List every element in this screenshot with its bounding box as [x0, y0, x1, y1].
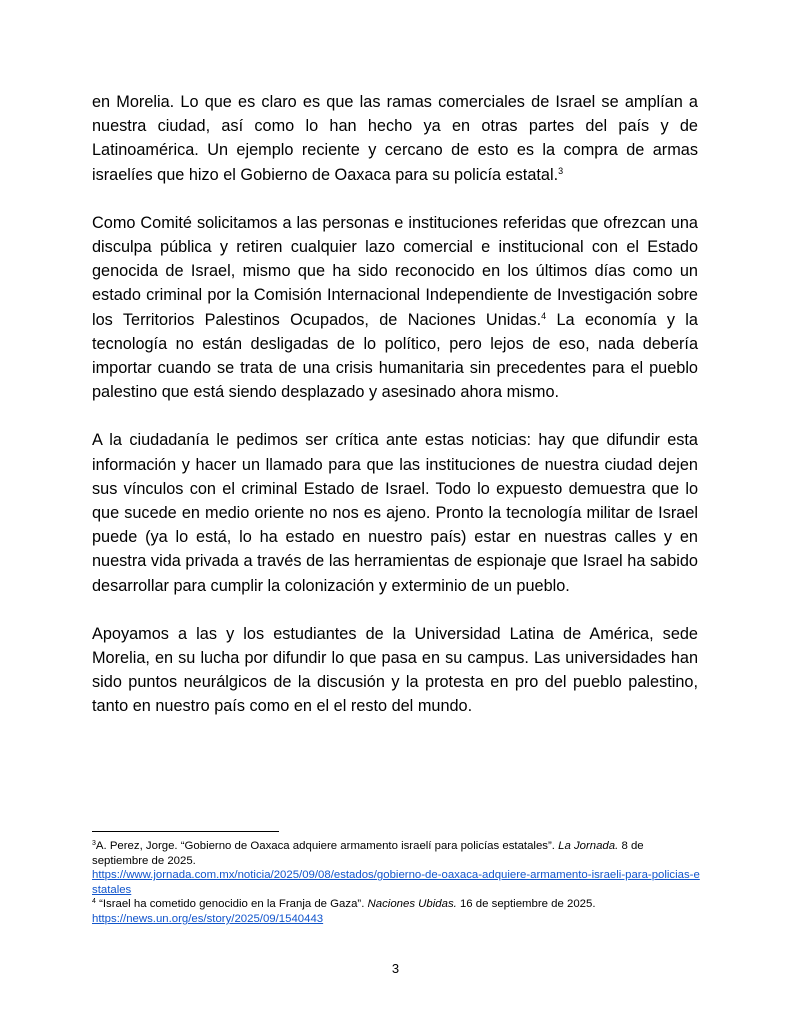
footnote-3-text: A. Perez, Jorge. “Gobierno de Oaxaca adquiere armamento israelí para policías estatales”.: [95, 840, 559, 852]
footnote-4-number: 4: [92, 898, 96, 906]
footnote-4-link[interactable]: https://news.un.org/es/story/2025/09/1540443: [92, 912, 324, 925]
page-number: 3: [391, 961, 400, 976]
paragraph-2: [92, 211, 698, 405]
paragraph-2-text: Como Comité solicitamos a las personas e instituciones referidas que ofrezcan una disculpa pública y retiren cualquier lazo comercial e institucional con el Estado genocida de Israel, mismo que ha sido reconocido en los últimos días como un estado criminal por la Comisión Internacional Independiente de Investigación sobre los Territorios Palestinos Ocupados, de Naciones Unidas.: [92, 213, 698, 329]
footnote-4: [92, 897, 702, 926]
footnote-3-source: La Jornada.: [558, 840, 619, 852]
footnote-divider: [92, 831, 279, 832]
paragraph-3: [92, 428, 698, 597]
paragraph-1-text: en Morelia. Lo que es claro es que las ramas comerciales de Israel se amplían a nuestra ciudad, así como lo han hecho ya en otras partes del país y de Latinoamérica. Un ejemplo reciente y cercano de esto es la compra de armas israelíes que hizo el Gobierno de Oaxaca para su policía estatal.: [92, 93, 698, 184]
footnote-ref-3: 3: [558, 165, 564, 176]
footnotes: [92, 831, 702, 927]
footnote-3: [92, 839, 702, 897]
footnote-4-source: Naciones Ubidas.: [367, 898, 457, 911]
footnote-3-number: 3: [92, 840, 96, 847]
paragraph-3-text: A la ciudadanía le pedimos ser crítica ante estas noticias: hay que difundir esta información y hacer un llamado para que las instituciones de nuestra ciudad dejen sus vínculos con el criminal Estado de Israel. Todo lo expuesto demuestra que lo que sucede en medio oriente no nos es ajeno. Pronto la tecnología militar de Israel puede (ya lo está, lo ha estado en nuestro país) estar en nuestras calles y en nuestra vida privada a través de las herramientas de espionaje que Israel ha sabido desarrollar para cumplir la colonización y exterminio de un pueblo.: [92, 431, 698, 595]
footnote-3-date: 8 de septiembre de 2025.: [92, 840, 644, 867]
footnote-4-date: 16 de septiembre de 2025.: [456, 898, 596, 911]
paragraph-4-text: Apoyamos a las y los estudiantes de la Universidad Latina de América, sede Morelia, en su lucha por difundir lo que pasa en su campus. Las universidades han sido puntos neurálgicos de la discusión y la protesta en pro del pueblo palestino, tanto en nuestro país como en el el resto del mundo.: [92, 624, 698, 716]
paragraph-2-text-continued: La economía y la tecnología no están desligadas de lo político, pero lejos de eso, nada debería importar cuando se trata de una crisis humanitaria sin precedentes para el pueblo palestino que está siendo desplazado y asesinado ahora mismo.: [92, 310, 698, 402]
footnote-4-text: “Israel ha cometido genocidio en la Franja de Gaza”.: [95, 898, 368, 911]
footnote-ref-4: 4: [541, 310, 547, 321]
footnote-3-link[interactable]: https://www.jornada.com.mx/noticia/2025/09/08/estados/gobierno-de-oaxaca-adquiere-armamento-israeli-para-policias-estatales: [92, 869, 700, 896]
paragraph-4: [92, 622, 698, 719]
document-body: [92, 90, 698, 719]
paragraph-1: [92, 90, 698, 187]
